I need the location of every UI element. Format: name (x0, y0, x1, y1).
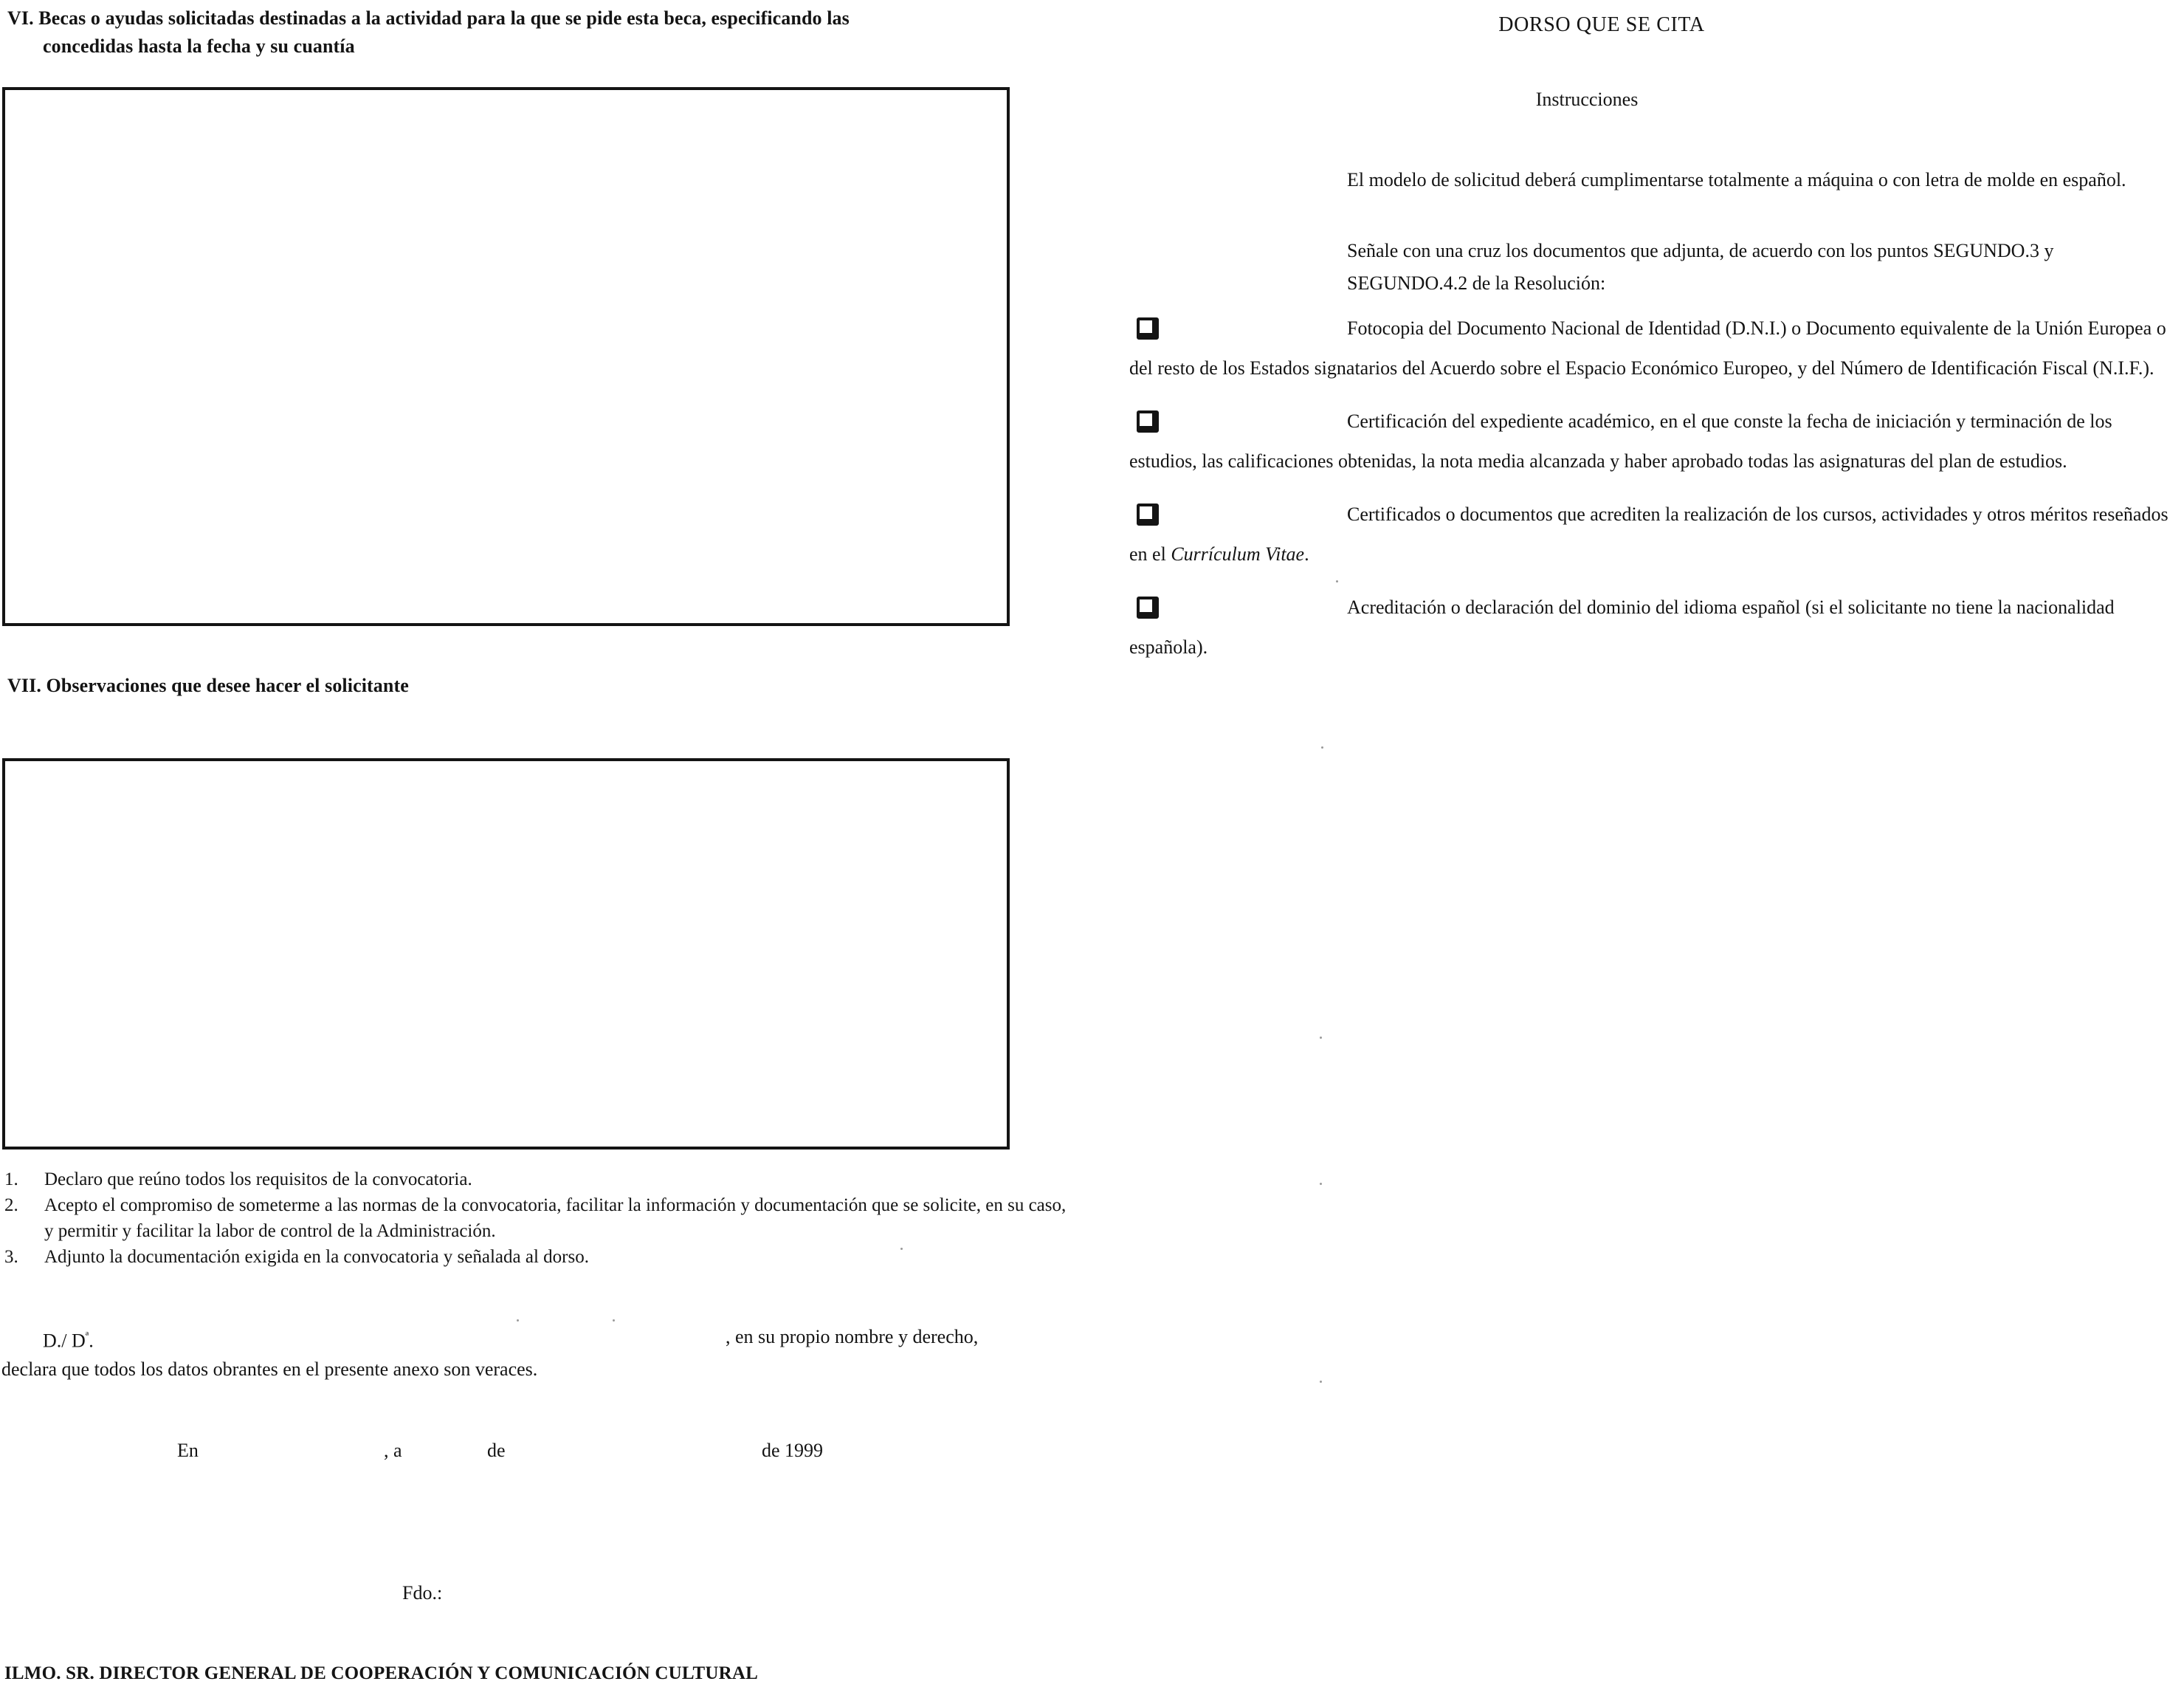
list-item (1129, 495, 2184, 574)
checkbox-meritos[interactable] (1137, 504, 1159, 526)
list-item (0, 1244, 1078, 1270)
list-item (1129, 402, 2184, 481)
scan-speck (613, 1319, 615, 1322)
signature-label: Fdo.: (402, 1582, 443, 1604)
scan-speck (1320, 1183, 1322, 1185)
list-item-text: Acepto el compromiso de someterme a las normas de la convocatoria, facilitar la información y documentación que se solicite, en su caso, y permitir y facilitar la labor de control de la Administración. (44, 1195, 1067, 1241)
declaration-statement-line2: declara que todos los datos obrantes en el presente anexo son veraces. (1, 1358, 538, 1380)
instructions-title: Instrucciones (1535, 89, 1639, 110)
list-item (1129, 588, 2184, 667)
instructions-paragraph-1: El modelo de solicitud deberá cumplimentarse totalmente a máquina o con letra de molde en español. (1347, 169, 2126, 190)
scan-speck (1321, 746, 1323, 749)
checkbox-label-expediente-academico: Certificación del expediente académico, en el que conste la fecha de iniciación y terminación de los estudios, las calificaciones obtenidas, la nota media alcanzada y haber aprobado todas las asignaturas del plan de estudios. (1129, 410, 2112, 472)
section-vi-heading (7, 4, 1026, 61)
declaration-statement (0, 1322, 1078, 1385)
scan-speck (517, 1319, 519, 1322)
document-checklist (1129, 309, 2184, 681)
checkbox-dni[interactable] (1137, 317, 1159, 340)
applicant-name-label-sup: ª (85, 1330, 89, 1343)
section-vi-heading-line1: VI. Becas o ayudas solicitadas destinadas a la actividad para la que se pide esta beca, especificando las (7, 7, 850, 29)
section-vi-heading-line2: concedidas hasta la fecha y su cuantía (43, 35, 355, 57)
list-item-text: Adjunto la documentación exigida en la convocatoria y señalada al dorso. (44, 1247, 589, 1267)
section-vi-input-box[interactable] (2, 87, 1010, 626)
checkbox-label-idioma-espanol: Acreditación o declaración del dominio del idioma español (si el solicitante no tiene la nacionalidad española). (1129, 597, 2115, 658)
addressee-footer: ILMO. SR. DIRECTOR GENERAL DE COOPERACIÓN Y COMUNICACIÓN CULTURAL (4, 1663, 758, 1683)
checkbox-expediente-academico[interactable] (1137, 410, 1159, 433)
list-item (0, 1166, 1078, 1192)
scan-speck (1336, 580, 1338, 583)
date-coma-a: , a (384, 1440, 402, 1461)
declaration-list (0, 1166, 1078, 1270)
list-item-number: 2. (4, 1195, 18, 1215)
section-vii-heading: VII. Observaciones que desee hacer el solicitante (7, 675, 409, 696)
checkbox-label-dni: Fotocopia del Documento Nacional de Identidad (D.N.I.) o Documento equivalente de la Unión Europea o del resto de los Estados signatarios del Acuerdo sobre el Espacio Económico Europeo, y del Número de Identificación Fiscal (N.I.F.). (1129, 317, 2166, 379)
list-item-number: 1. (4, 1169, 18, 1189)
checkbox-idioma-espanol[interactable] (1137, 597, 1159, 619)
curriculum-vitae-italic: Currículum Vitae (1171, 543, 1305, 565)
date-en-label: En (177, 1440, 199, 1461)
scan-speck (1320, 1381, 1322, 1383)
list-item-number: 3. (4, 1247, 18, 1267)
right-column (1129, 0, 2184, 1701)
instructions-paragraph-2: Señale con una cruz los documentos que adjunta, de acuerdo con los puntos SEGUNDO.3 y SEGUNDO.4.2 de la Resolución: (1347, 240, 2054, 294)
date-line (0, 1440, 1078, 1474)
list-item (1129, 309, 2184, 388)
scan-speck (1320, 1037, 1322, 1039)
scan-speck (900, 1248, 903, 1250)
section-vii-input-box[interactable] (2, 758, 1010, 1150)
applicant-name-label: D./ $D^ª$. (43, 1330, 94, 1352)
checkbox-label-meritos: Certificados o documentos que acrediten la realización de los cursos, actividades y otros méritos reseñados en el Currículum Vitae. (1129, 504, 2169, 565)
date-de-year: de 1999 (762, 1440, 824, 1461)
list-item (0, 1192, 1078, 1244)
date-de-label-1: de (487, 1440, 506, 1461)
list-item-text: Declaro que reúno todos los requisitos de la convocatoria. (44, 1169, 472, 1189)
applicant-name-tail: , en su propio nombre y derecho, (726, 1326, 979, 1347)
page-title: DORSO QUE SE CITA (1498, 13, 1705, 36)
